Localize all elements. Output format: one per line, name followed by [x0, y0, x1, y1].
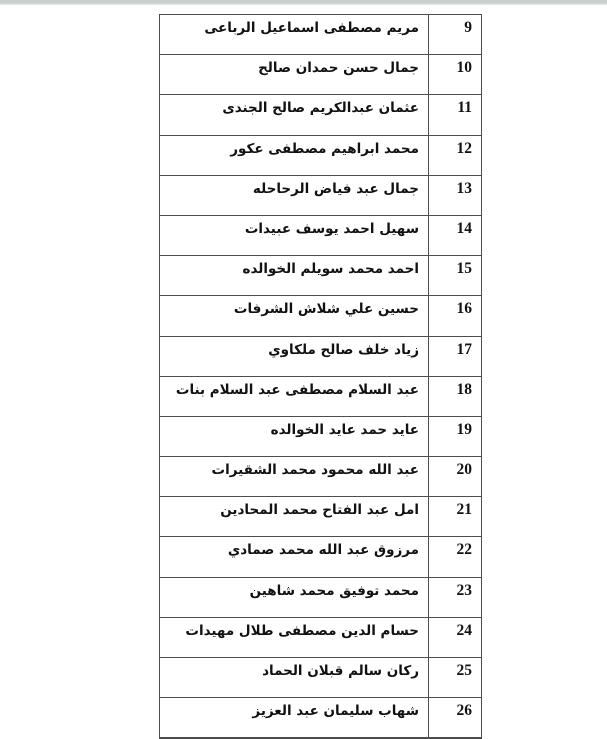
table-row	[160, 337, 481, 377]
table-row	[160, 296, 481, 336]
row-number-cell: 10	[428, 55, 481, 94]
student-name-cell: عثمان عبدالكريم صالح الجندى	[222, 100, 419, 117]
student-name-cell: عايد حمد عايد الخوالده	[270, 421, 419, 438]
roster-table	[159, 14, 482, 739]
student-name-cell: عبد السلام مصطفى عبد السلام بنات	[175, 381, 419, 398]
table-row	[160, 377, 481, 417]
row-number-cell: 20	[428, 457, 481, 496]
row-number-cell: 26	[428, 698, 481, 737]
student-name-cell: مريم مصطفى اسماعيل الرباعى	[204, 20, 419, 36]
table-row	[160, 658, 481, 698]
row-number-cell: 25	[428, 658, 481, 697]
table-row	[160, 15, 481, 55]
student-name-cell: جمال حسن حمدان صالح	[258, 60, 419, 77]
table-row	[160, 95, 481, 135]
row-number-cell: 16	[428, 296, 481, 335]
table-row	[160, 417, 481, 457]
table-row	[160, 216, 481, 256]
student-name-cell: احمد محمد سويلم الخوالده	[242, 261, 419, 278]
table-row	[160, 457, 481, 497]
table-row	[160, 537, 481, 577]
student-name-cell: امل عبد الفتاح محمد المحادين	[220, 502, 419, 519]
row-number-cell: 19	[428, 417, 481, 456]
student-name-cell: سهيل احمد يوسف عبيدات	[244, 220, 419, 237]
page-top-edge	[0, 0, 607, 5]
student-name-cell: عبد الله محمود محمد الشقيرات	[211, 462, 419, 479]
student-name-cell: ركان سالم قبلان الحماد	[262, 663, 419, 679]
table-row	[160, 176, 481, 216]
row-number-cell: 24	[428, 618, 481, 657]
table-row	[160, 136, 481, 176]
row-number-cell: 9	[428, 15, 481, 54]
table-row	[160, 618, 481, 658]
student-name-cell: حسين علي شلاش الشرفات	[233, 301, 419, 318]
row-number-cell: 14	[428, 216, 481, 255]
table-row	[160, 578, 481, 618]
row-number-cell: 18	[428, 377, 481, 416]
row-number-cell: 23	[428, 578, 481, 617]
student-name-cell: جمال عبد فياض الرحاحله	[252, 180, 419, 197]
row-number-cell: 13	[428, 176, 481, 215]
student-name-cell: شهاب سليمان عبد العزيز	[252, 703, 419, 720]
row-number-cell: 12	[428, 136, 481, 175]
table-row	[160, 55, 481, 95]
row-number-cell: 15	[428, 256, 481, 295]
student-name-cell: حسام الدين مصطفى طلال مهيدات	[185, 622, 419, 639]
row-number-cell: 17	[428, 337, 481, 376]
student-name-cell: زياد خلف صالح ملكاوي	[268, 341, 419, 358]
student-name-cell: محمد ابراهيم مصطفى عكور	[230, 140, 419, 157]
row-number-cell: 21	[428, 497, 481, 536]
row-number-cell: 11	[428, 95, 481, 134]
table-row	[160, 497, 481, 537]
table-row	[160, 256, 481, 296]
student-name-cell: محمد توفيق محمد شاهين	[249, 582, 419, 599]
table-row	[160, 698, 481, 738]
row-number-cell: 22	[428, 537, 481, 576]
student-name-cell: مرزوق عبد الله محمد صمادي	[227, 542, 419, 559]
